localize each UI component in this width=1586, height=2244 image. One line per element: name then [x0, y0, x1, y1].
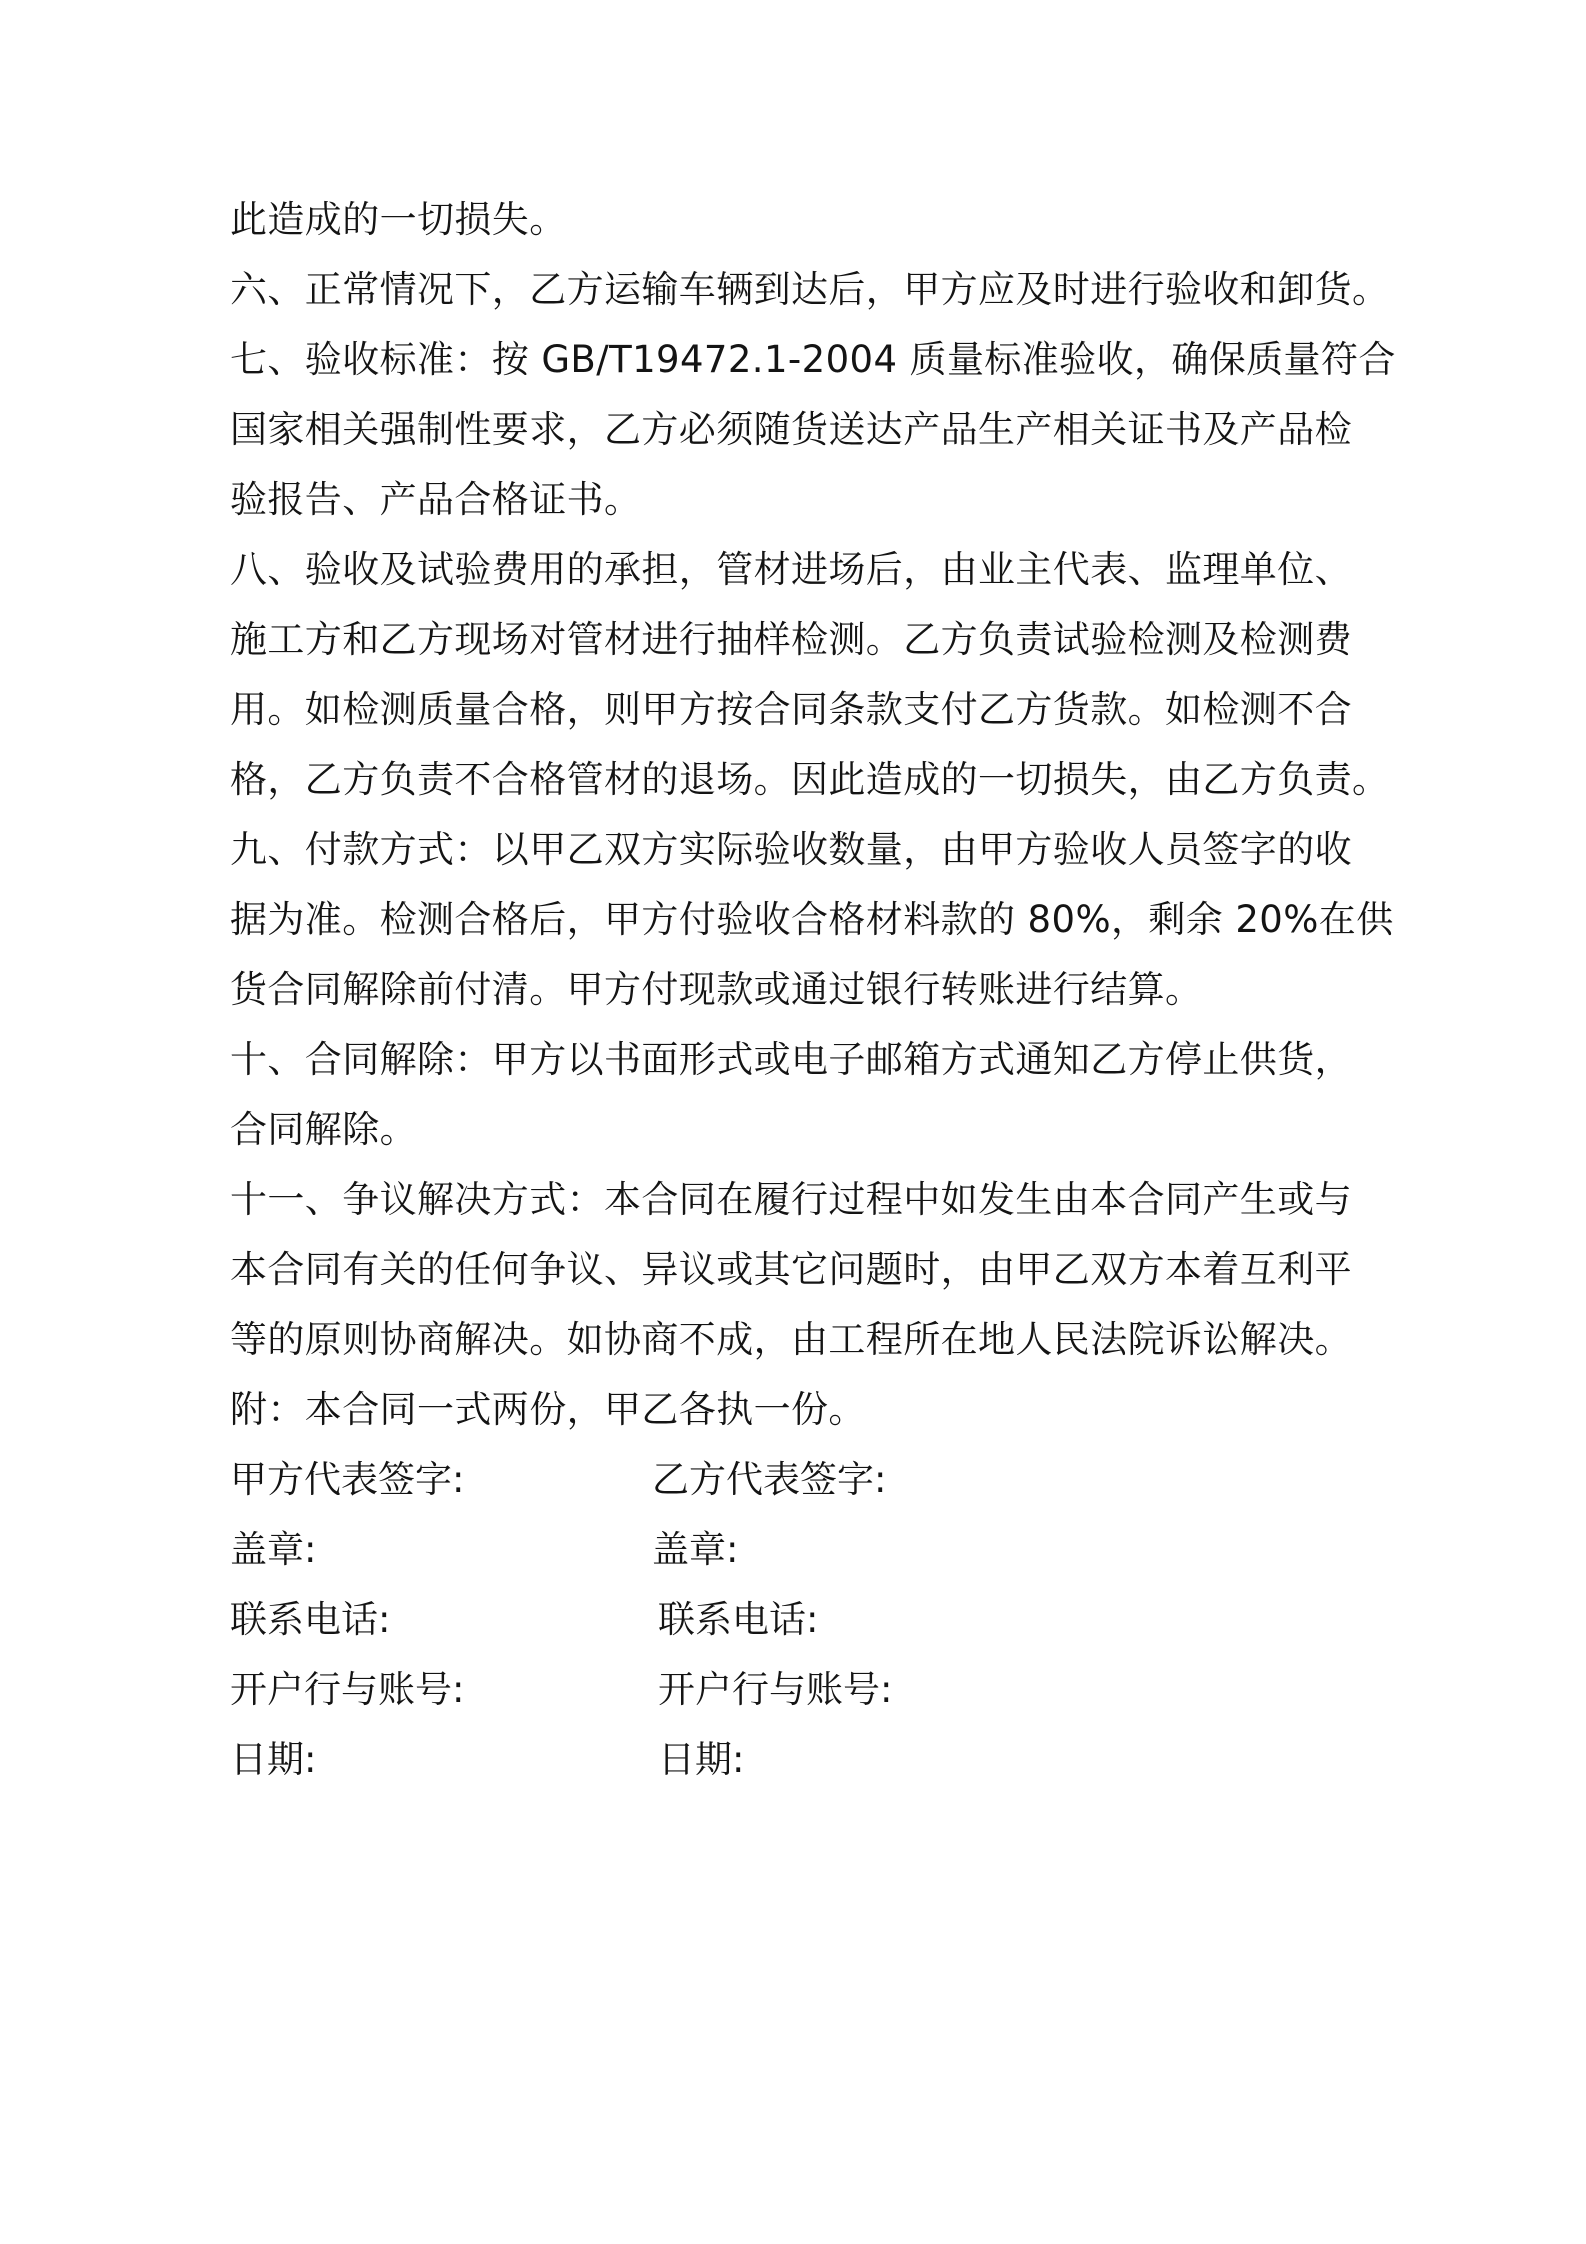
clause-9-line-3: 货合同解除前付清。甲方付现款或通过银行转账进行结算。	[230, 968, 1203, 1011]
clause-10-line-1: 十、合同解除：甲方以书面形式或电子邮箱方式通知乙方停止供货，	[230, 1038, 1352, 1081]
party-a-bank-label: 开户行与账号:	[230, 1668, 465, 1711]
clause-8-line-4: 格，乙方负责不合格管材的退场。因此造成的一切损失，由乙方负责。	[230, 758, 1390, 801]
party-b-bank-label: 开户行与账号:	[658, 1668, 893, 1711]
clause-11-line-1: 十一、争议解决方式：本合同在履行过程中如发生由本合同产生或与	[230, 1178, 1352, 1221]
clause-7-line-2: 国家相关强制性要求，乙方必须随货送达产品生产相关证书及产品检	[230, 408, 1352, 451]
party-a-rep-label: 甲方代表签字:	[230, 1458, 465, 1501]
clause-9-line-2: 据为准。检测合格后，甲方付验收合格材料款的 80%，剩余 20%在供	[230, 898, 1394, 941]
clause-11-line-3: 等的原则协商解决。如协商不成，由工程所在地人民法院诉讼解决。	[230, 1318, 1352, 1361]
clause-7-line-1: 七、验收标准：按 GB/T19472.1-2004 质量标准验收，确保质量符合	[230, 338, 1396, 381]
party-a-seal-label: 盖章:	[230, 1528, 317, 1571]
appendix-line: 附：本合同一式两份，甲乙各执一份。	[230, 1388, 866, 1431]
party-a-date-label: 日期:	[230, 1738, 317, 1781]
party-b-date-label: 日期:	[658, 1738, 745, 1781]
party-b-phone-label: 联系电话:	[658, 1598, 819, 1641]
body-line-1: 此造成的一切损失。	[230, 198, 567, 241]
clause-9-line-1: 九、付款方式：以甲乙双方实际验收数量，由甲方验收人员签字的收	[230, 828, 1352, 871]
clause-6-line-1: 六、正常情况下，乙方运输车辆到达后，甲方应及时进行验收和卸货。	[230, 268, 1390, 311]
clause-11-line-2: 本合同有关的任何争议、异议或其它问题时，由甲乙双方本着互利平	[230, 1248, 1352, 1291]
party-b-seal-label: 盖章:	[652, 1528, 739, 1571]
party-a-phone-label: 联系电话:	[230, 1598, 391, 1641]
party-b-rep-label: 乙方代表签字:	[652, 1458, 887, 1501]
clause-8-line-2: 施工方和乙方现场对管材进行抽样检测。乙方负责试验检测及检测费	[230, 618, 1352, 661]
clause-8-line-3: 用。如检测质量合格，则甲方按合同条款支付乙方货款。如检测不合	[230, 688, 1352, 731]
clause-10-line-2: 合同解除。	[230, 1108, 417, 1151]
clause-8-line-1: 八、验收及试验费用的承担，管材进场后，由业主代表、监理单位、	[230, 548, 1352, 591]
clause-7-line-3: 验报告、产品合格证书。	[230, 478, 642, 521]
